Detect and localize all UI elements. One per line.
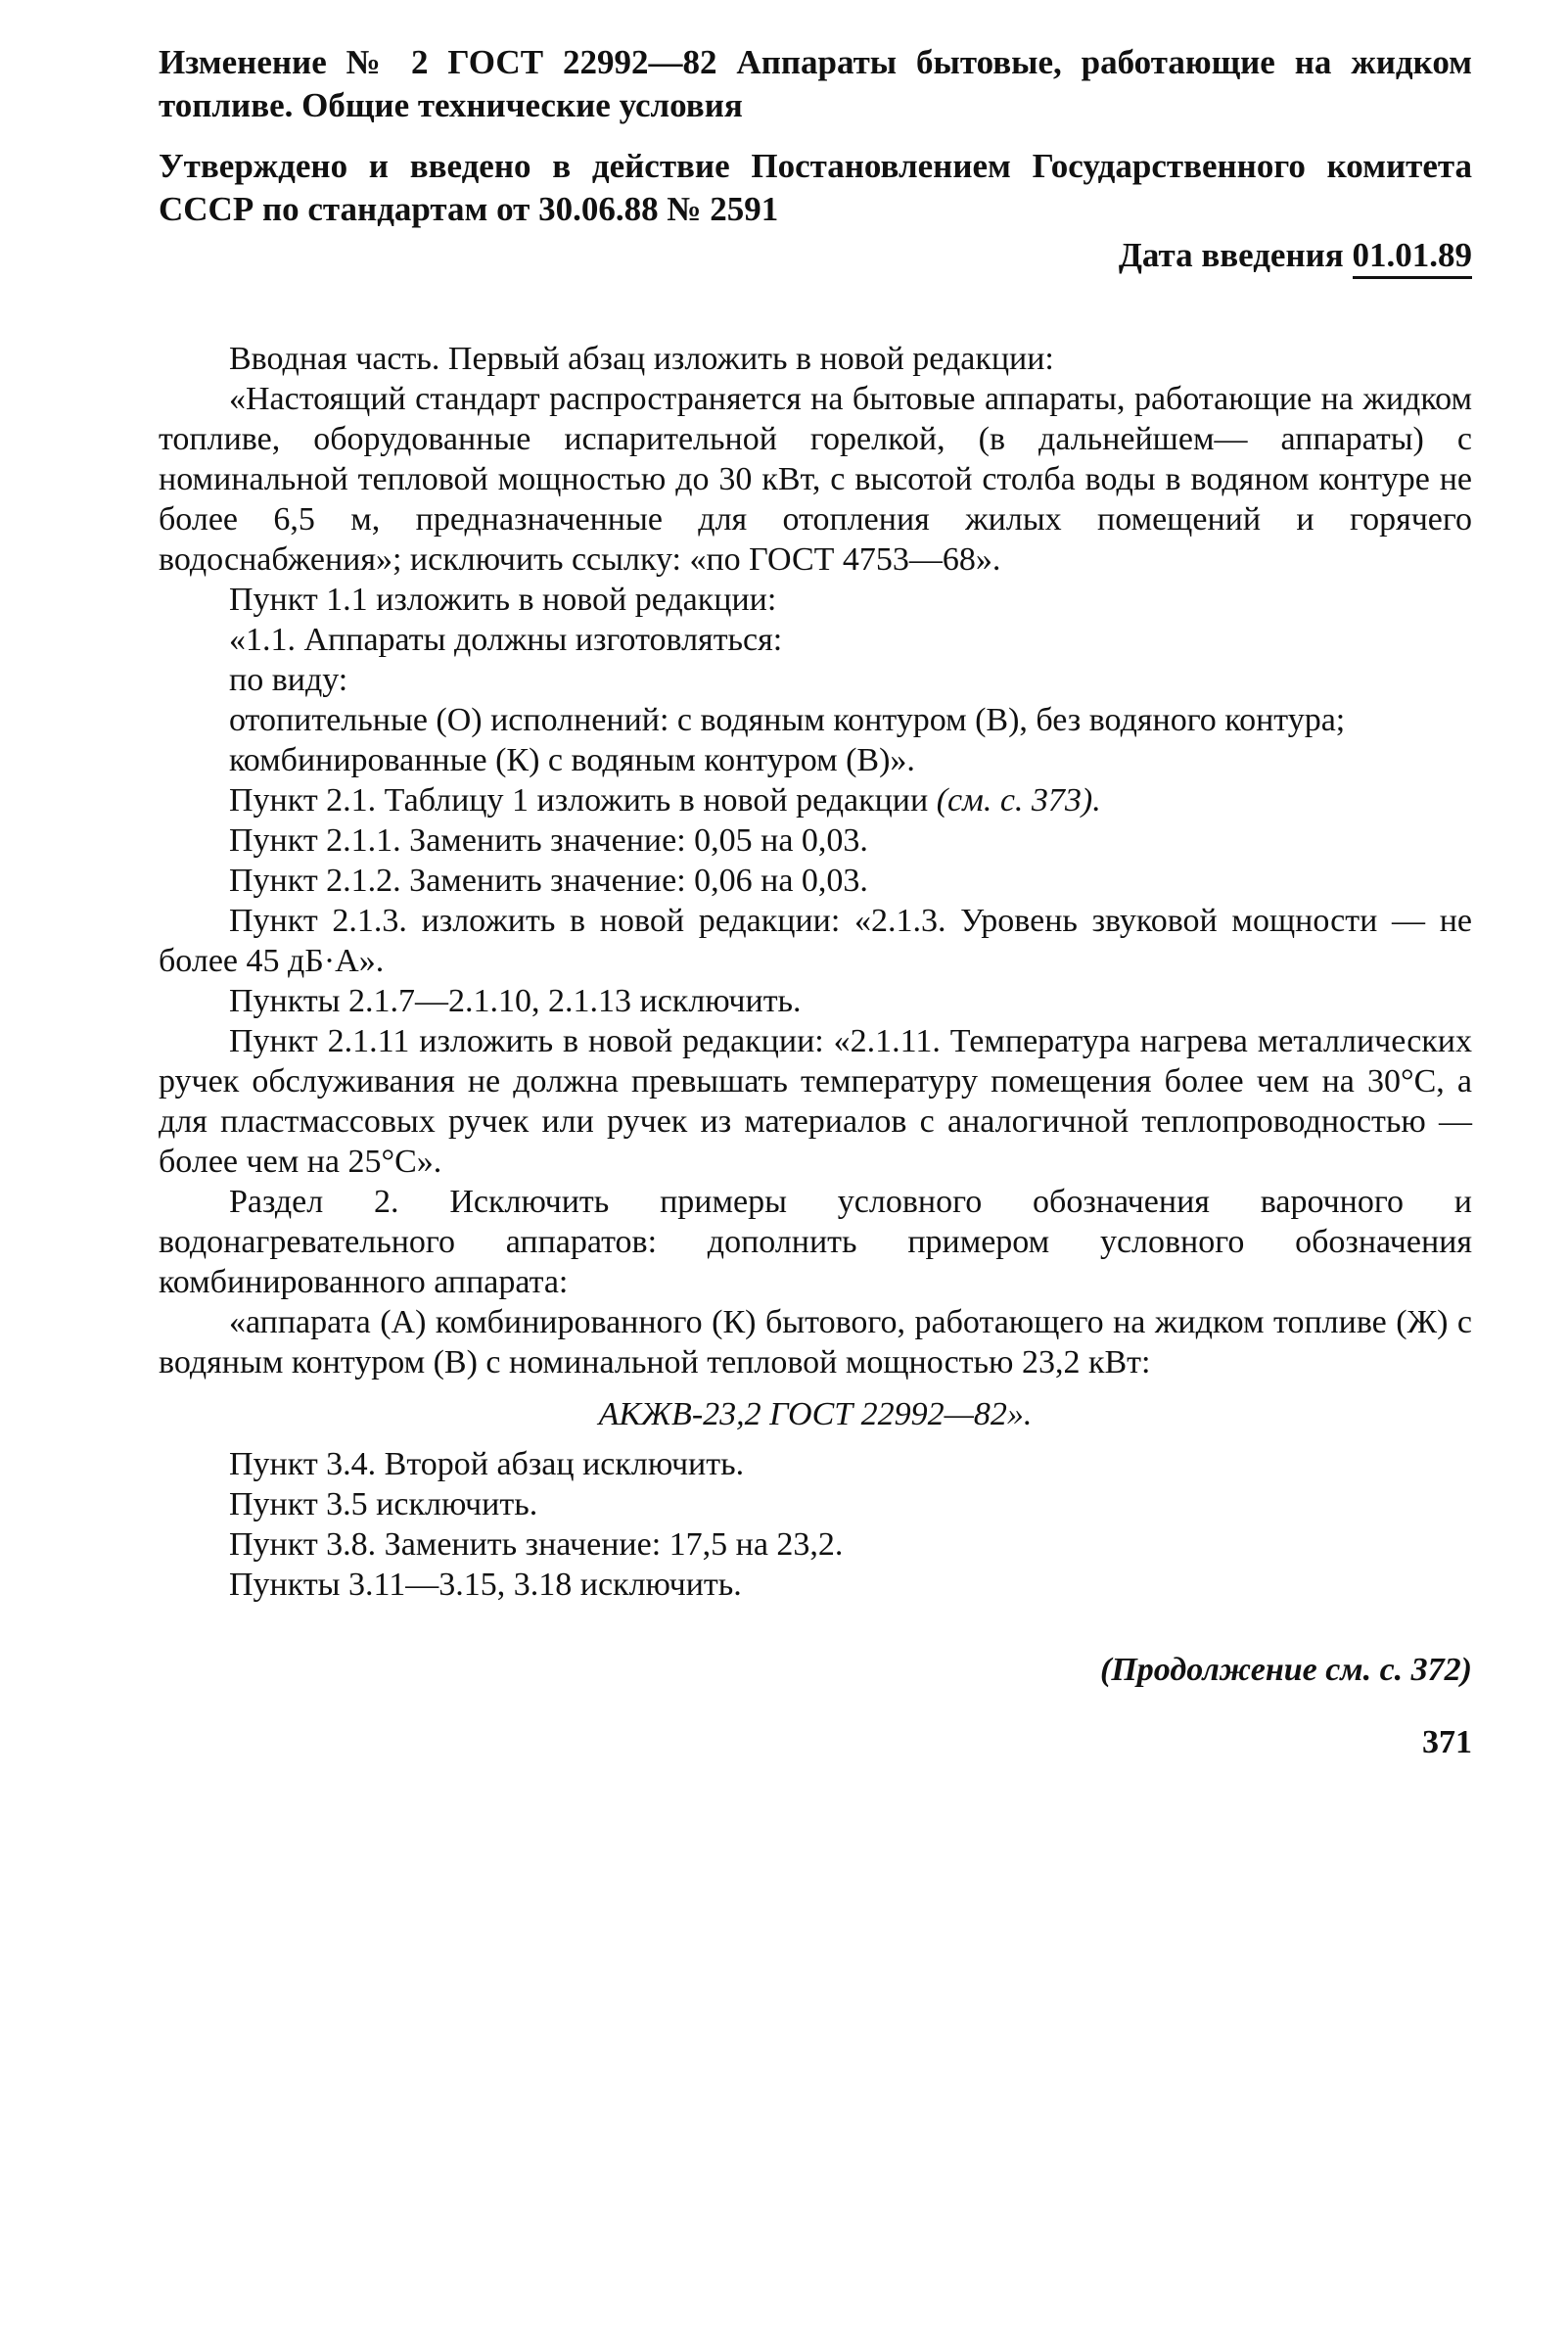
paragraph: Пункт 2.1.1. Заменить значение: 0,05 на 0,03. xyxy=(229,822,868,859)
continuation-note: (Продолжение см. с. 372) xyxy=(1100,1652,1472,1688)
page-number: 371 xyxy=(1422,1724,1472,1760)
paragraph: Пункт 3.8. Заменить значение: 17,5 на 23,2. xyxy=(229,1526,844,1563)
paragraph: Пункты 2.1.7—2.1.10, 2.1.13 исключить. xyxy=(229,983,802,1019)
paragraph xyxy=(159,780,1472,820)
approval-statement: Утверждено и введено в действие Постановлением Государственного комитета СССР по стандартам от 30.06.88 № 2591 xyxy=(159,147,1472,228)
paragraph: Пункт 2.1.3. изложить в новой редакции: «2.1.3. Уровень звуковой мощности — не более 45 дБ·А». xyxy=(159,903,1472,979)
effective-date-label: Дата введения xyxy=(1118,236,1353,274)
table-reference: (см. с. 373). xyxy=(936,782,1101,819)
amendment-header xyxy=(159,41,1472,127)
paragraph: Пункт 3.4. Второй абзац исключить. xyxy=(229,1446,745,1482)
amendment-body xyxy=(159,339,1472,1605)
paragraph: отопительные (О) исполнений: с водяным контуром (В), без водяного контура; xyxy=(229,702,1346,738)
paragraph: по виду: xyxy=(229,662,348,698)
paragraph: Пункт 2.1.2. Заменить значение: 0,06 на 0,03. xyxy=(229,863,868,899)
paragraph: Пункт 1.1 изложить в новой редакции: xyxy=(229,582,777,618)
paragraph: «аппарата (А) комбинированного (К) бытового, работающего на жидком топливе (Ж) с водяным контуром (В) с номинальной тепловой мощностью 23,2 кВт: xyxy=(159,1304,1472,1381)
effective-date xyxy=(159,233,1472,278)
paragraph: Раздел 2. Исключить примеры условного обозначения варочного и водонагревательного аппаратов: дополнить примером условного обозначения комбинированного аппарата: xyxy=(159,1184,1472,1300)
paragraph: Пункт 2.1.11 изложить в новой редакции: «2.1.11. Температура нагрева металлических ручек обслуживания не должна превышать температуру помещения более чем на 30°С, а для пластмассовых ручек или ручек из материалов с аналогичной теплопроводностью — более чем на 25°С». xyxy=(159,1023,1472,1180)
approval-block xyxy=(159,145,1472,278)
paragraph-text: Пункт 2.1. Таблицу 1 изложить в новой редакции xyxy=(229,782,929,819)
designation-example: АКЖВ-23,2 ГОСТ 22992—82». xyxy=(598,1396,1033,1432)
paragraph: «1.1. Аппараты должны изготовляться: xyxy=(229,622,783,658)
effective-date-value: 01.01.89 xyxy=(1353,236,1473,279)
paragraph: Пункты 3.11—3.15, 3.18 исключить. xyxy=(229,1567,742,1603)
paragraph: Вводная часть. Первый абзац изложить в новой редакции: xyxy=(229,341,1054,377)
amendment-title: Изменение № 2 ГОСТ 22992—82 Аппараты бытовые, работающие на жидком топливе. Общие технические условия xyxy=(159,43,1472,124)
paragraph: комбинированные (К) с водяным контуром (В)». xyxy=(229,742,915,778)
paragraph: «Настоящий стандарт распространяется на бытовые аппараты, работающие на жидком топливе, оборудованные испарительной горелкой, (в дальнейшем— аппараты) с номинальной тепловой мощностью до 30 кВт, с высотой столба воды в водяном контуре не более 6,5 м, предназначенные для отопления жилых помещений и горячего водоснабжения»; исключить ссылку: «по ГОСТ 4753—68». xyxy=(159,381,1472,578)
paragraph: Пункт 3.5 исключить. xyxy=(229,1486,538,1522)
